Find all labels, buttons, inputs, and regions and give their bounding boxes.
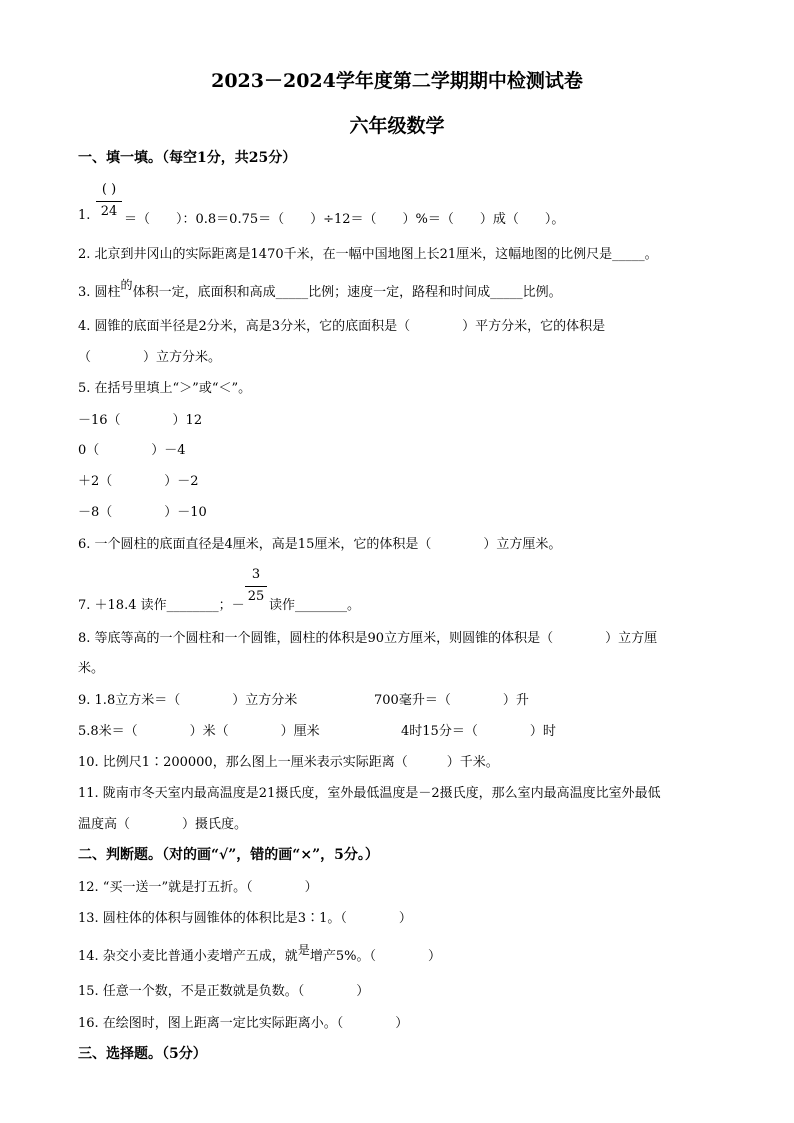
question-7-fraction-numerator: 3 (251, 567, 261, 582)
question-5-item: 0（ ）－4 (78, 443, 186, 458)
question-1-fraction-numerator: ( ) (101, 182, 117, 197)
question-13: 13. 圆柱体的体积与圆锥体的体积比是3∶1。（ ） (78, 911, 412, 926)
question-7-end: 读作________。 (269, 598, 361, 613)
section-3-heading: 三、选择题。（5分） (78, 1046, 207, 1062)
question-1-number: 1. (78, 208, 91, 223)
question-2: 2. 北京到井冈山的实际距离是1470千米，在一幅中国地图上长21厘米，这幅地图的比例尺是_____。 (78, 247, 658, 262)
question-14-end: 增产5%。（ ） (309, 949, 441, 964)
question-9-part-c: 5.8米＝（ ）米（ ）厘米 (78, 724, 320, 739)
section-2-heading: 二、判断题。（对的画“√”，错的画“×”，5分。） (78, 847, 379, 863)
question-7-fraction-denominator: 25 (247, 589, 265, 604)
question-7-fraction-bar (245, 586, 267, 587)
question-14 (78, 945, 441, 964)
question-5-stem: 5. 在括号里填上“＞”或“＜”。 (78, 381, 252, 396)
question-11-line-1: 11. 陇南市冬天室内最高温度是21摄氏度，室外最低温度是－2摄氏度，那么室内最高温度比室外最低 (78, 786, 661, 801)
question-16: 16. 在绘图时，图上距离一定比实际距离小。（ ） (78, 1016, 409, 1031)
question-14-raised-char: 是 (297, 943, 310, 957)
section-1-heading: 一、填一填。（每空1分，共25分） (78, 150, 297, 166)
question-9-part-a: 9. 1.8立方米＝（ ）立方分米 (78, 693, 298, 708)
question-5-item: －16（ ）12 (78, 413, 203, 428)
question-9-part-d: 4时15分＝（ ）时 (401, 724, 556, 739)
question-9-part-b: 700毫升＝（ ）升 (374, 693, 529, 708)
question-4-line-1: 4. 圆锥的底面半径是2分米，高是3分米，它的底面积是（ ）平方分米，它的体积是 (78, 319, 606, 334)
question-3-end: 体积一定，底面积和高成_____比例；速度一定，路程和时间成_____比例。 (132, 285, 562, 300)
page-title: 2023－2024学年度第二学期期中检测试卷 (211, 70, 583, 92)
question-10: 10. 比例尺1∶200000，那么图上一厘米表示实际距离（ ）千米。 (78, 755, 499, 770)
question-11-line-2: 温度高（ ）摄氏度。 (78, 817, 248, 832)
question-14-start: 14. 杂交小麦比普通小麦增产五成，就 (78, 949, 298, 964)
question-3 (78, 278, 562, 300)
question-8-line-1: 8. 等底等高的一个圆柱和一个圆锥，圆柱的体积是90立方厘米，则圆锥的体积是（ ）立方厘 (78, 631, 658, 646)
question-15: 15. 任意一个数，不是正数就是负数。（ ） (78, 984, 370, 999)
question-3-start: 3. 圆柱 (78, 285, 121, 300)
question-12: 12. “买一送一”就是打五折。（ ） (78, 880, 318, 895)
page-subtitle: 六年级数学 (349, 115, 445, 137)
question-8-line-2: 米。 (78, 661, 105, 676)
question-5-item: ＋2（ ）－2 (78, 474, 199, 489)
question-6: 6. 一个圆柱的底面直径是4厘米，高是15厘米，它的体积是（ ）立方厘米。 (78, 537, 562, 552)
question-1-fraction-denominator: 24 (100, 204, 118, 219)
question-4-line-2: （ ）立方分米。 (78, 350, 222, 365)
question-5-item: －8（ ）－10 (78, 505, 207, 520)
question-1-fraction-bar (96, 201, 122, 202)
question-1-text: ＝（ ）：0.8＝0.75＝（ ）÷12＝（ ）%＝（ ）成（ ）。 (124, 212, 565, 227)
question-7-start: 7. ＋18.4 读作________；－ (78, 598, 245, 613)
question-3-raised-char: 的 (120, 278, 133, 292)
